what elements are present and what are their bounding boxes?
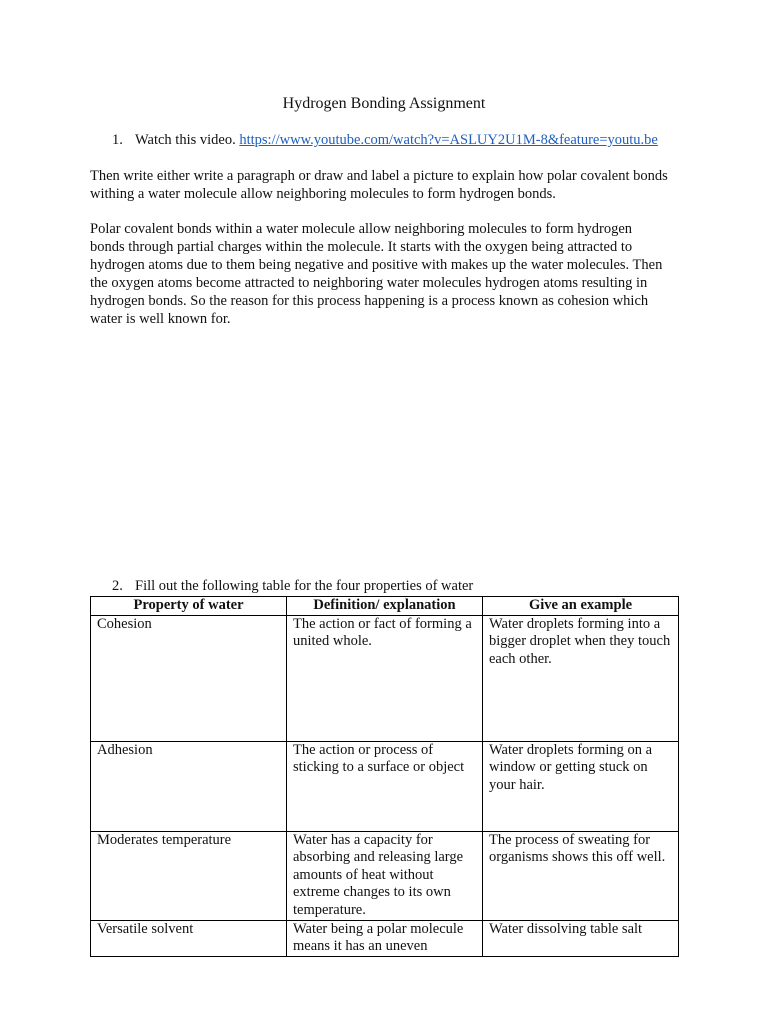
instructions-paragraph: Then write either write a paragraph or draw and label a picture to explain how polar covalent bonds withing a water molecule allow neighboring molecules to form hydrogen bonds. [90, 168, 668, 202]
table-row [91, 741, 679, 831]
table-row [91, 615, 679, 741]
table-row [91, 831, 679, 920]
header-example: Give an example [483, 597, 679, 616]
question-2-number: 2. [112, 578, 123, 594]
property-cell: Moderates temperature [91, 831, 287, 920]
example-cell: Water droplets forming into a bigger droplet when they touch each other. [483, 615, 679, 741]
answer-paragraph: Polar covalent bonds within a water molecule allow neighboring molecules to form hydrogen bonds through partial charges within the molecule. It starts with the oxygen being attracted to hydrogen atoms due to them being negative and positive with makes up the water molecules. Then the oxygen atoms become attracted to neighboring water molecules hydrogen atoms resulting in hydrogen bonds. So the reason for this process happening is a process known as cohesion which water is well known for. [90, 221, 663, 327]
question-1-prefix: Watch this video. [135, 132, 240, 148]
header-definition: Definition/ explanation [287, 597, 483, 616]
property-cell: Cohesion [91, 615, 287, 741]
example-cell: Water dissolving table salt [483, 920, 679, 956]
header-property: Property of water [91, 597, 287, 616]
example-cell: The process of sweating for organisms shows this off well. [483, 831, 679, 920]
question-2-text: Fill out the following table for the four properties of water [135, 578, 474, 594]
question-1-number: 1. [112, 132, 123, 148]
definition-cell: The action or process of sticking to a surface or object [287, 741, 483, 831]
video-link[interactable]: https://www.youtube.com/watch?v=ASLUY2U1M-8&feature=youtu.be [239, 132, 658, 148]
property-cell: Adhesion [91, 741, 287, 831]
properties-table [90, 596, 679, 957]
definition-cell: The action or fact of forming a united whole. [287, 615, 483, 741]
definition-cell: Water has a capacity for absorbing and releasing large amounts of heat without extreme changes to its own temperature. [287, 831, 483, 920]
document-title: Hydrogen Bonding Assignment [282, 95, 486, 112]
example-cell: Water droplets forming on a window or getting stuck on your hair. [483, 741, 679, 831]
table-header-row [91, 597, 679, 616]
property-cell: Versatile solvent [91, 920, 287, 956]
table-row [91, 920, 679, 956]
definition-cell [287, 920, 483, 956]
definition-text: Water being a polar molecule means it has an uneven [293, 920, 464, 954]
